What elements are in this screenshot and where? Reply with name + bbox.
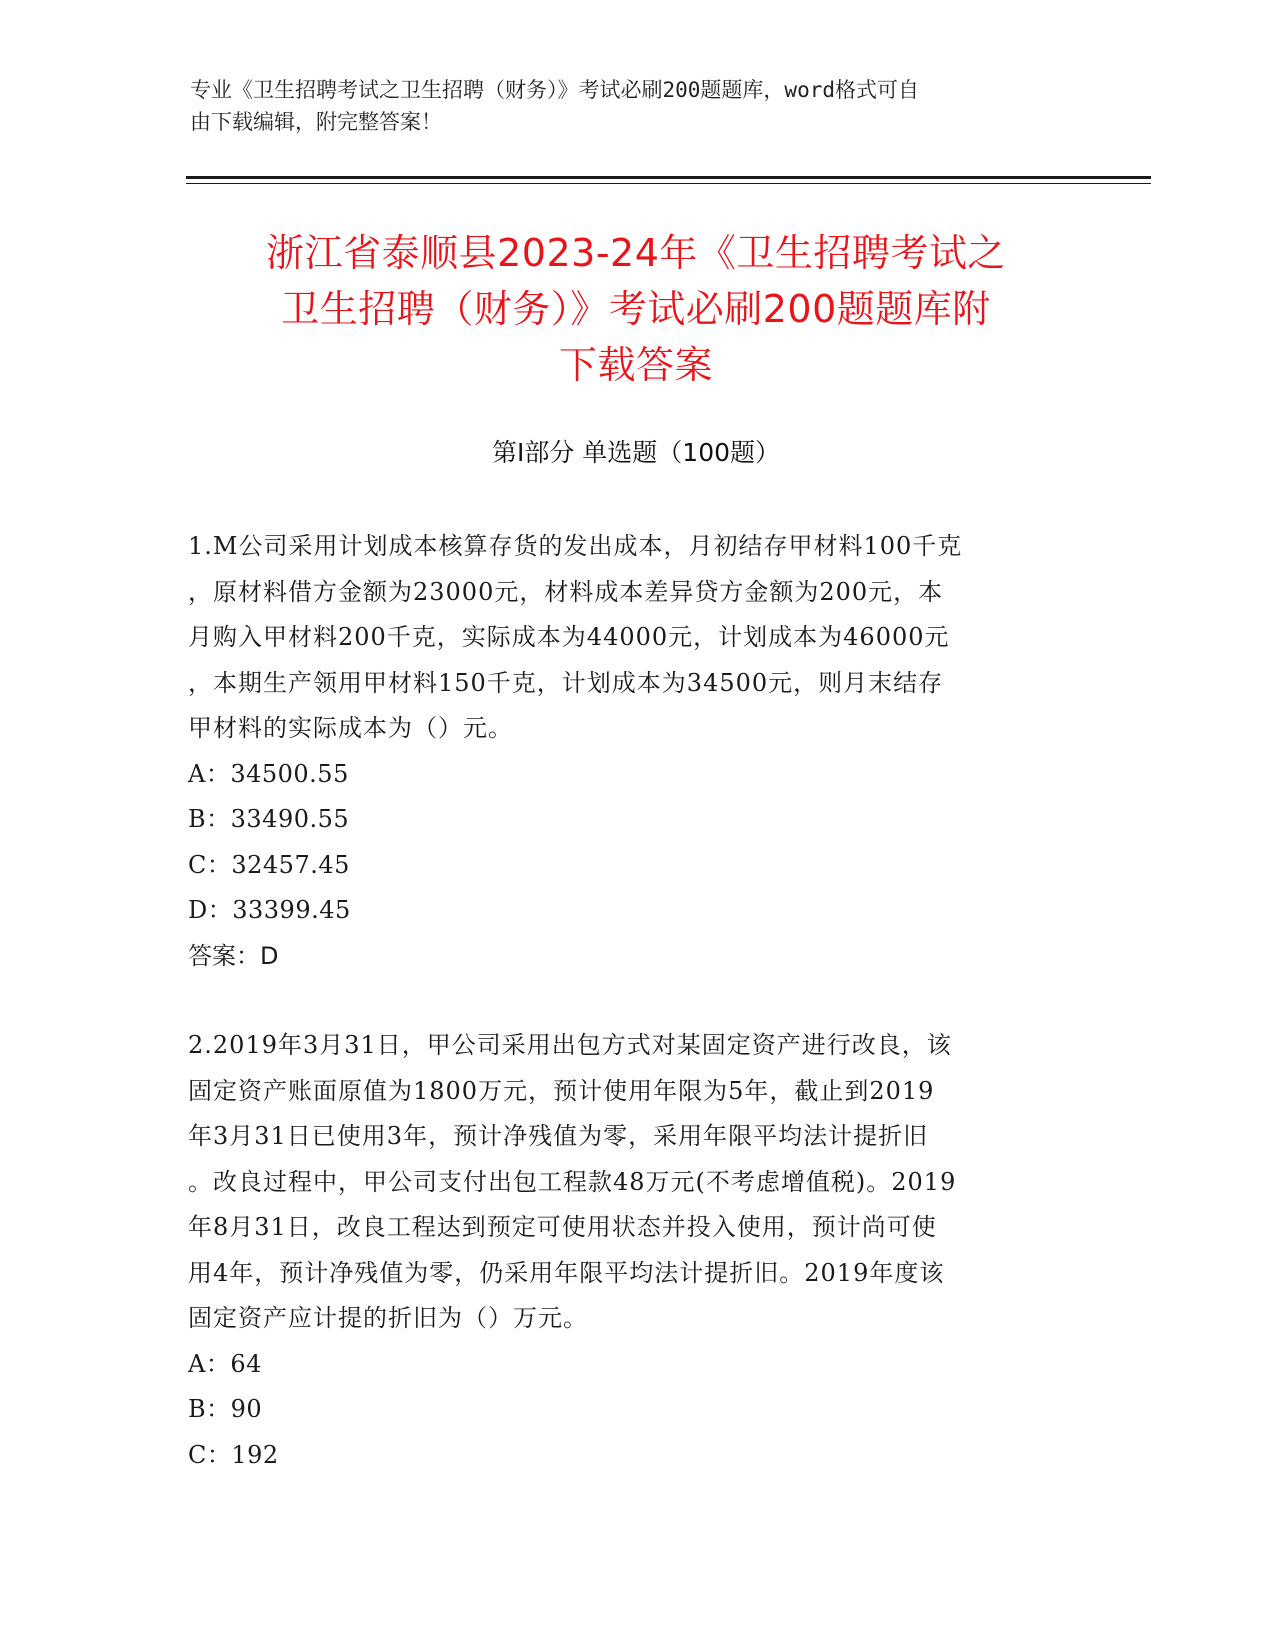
question-block-1 (188, 524, 1088, 979)
question-2-line-4: 。改良过程中，甲公司支付出包工程款48万元(不考虑增值税)。2019 (188, 1167, 957, 1196)
question-2-line-3: 年3月31日已使用3年，预计净残值为零，采用年限平均法计提折旧 (188, 1122, 929, 1150)
question-1-line-2: ，原材料借方金额为23000元，材料成本差异贷方金额为200元，本 (188, 577, 944, 606)
question-1-answer: 答案：D (188, 941, 279, 970)
question-1-option-a: A：34500.55 (188, 759, 349, 788)
question-2-option-a: A：64 (188, 1349, 262, 1378)
question-1-option-d: D：33399.45 (188, 896, 351, 924)
question-1-option-b: B：33490.55 (188, 805, 350, 833)
question-2-option-b: B：90 (188, 1395, 263, 1423)
question-2-option-c: C：192 (188, 1440, 279, 1469)
title-line-2: 卫生招聘（财务）》考试必刷200题题库附 (281, 287, 991, 331)
question-block-2 (188, 1023, 1088, 1478)
question-2-line-6: 用4年，预计净残值为零，仍采用年限平均法计提折旧。2019年度该 (188, 1258, 945, 1287)
question-2-line-2: 固定资产账面原值为1800万元，预计使用年限为5年，截止到2019 (188, 1076, 935, 1105)
header-note-line-1: 专业《卫生招聘考试之卫生招聘（财务）》考试必刷200题题库，word格式可自 (190, 78, 919, 102)
question-1-line-1: 1.M公司采用计划成本核算存货的发出成本，月初结存甲材料100千克 (188, 532, 963, 560)
header-rule-thick (186, 176, 1151, 179)
title-line-3: 下载答案 (558, 343, 713, 387)
header-note (190, 74, 1090, 138)
header-note-line-2: 由下载编辑，附完整答案！ (190, 110, 442, 134)
question-2-line-1: 2.2019年3月31日，甲公司采用出包方式对某固定资产进行改良，该 (188, 1031, 952, 1059)
question-1-line-5: 甲材料的实际成本为（）元。 (188, 714, 513, 742)
question-1-line-3: 月购入甲材料200千克，实际成本为44000元，计划成本为46000元 (188, 623, 950, 651)
question-2-line-7: 固定资产应计提的折旧为（）万元。 (188, 1304, 588, 1332)
question-1-line-4: ，本期生产领用甲材料150千克，计划成本为34500元，则月末结存 (188, 668, 944, 697)
document-title (186, 225, 1086, 393)
question-1-option-c: C：32457.45 (188, 850, 350, 879)
question-spacer (188, 979, 1088, 1023)
header-rule-thin (186, 183, 1151, 184)
section-heading: 第Ⅰ部分 单选题（100题） (491, 438, 781, 467)
questions-content (188, 524, 1088, 1478)
title-line-1: 浙江省泰顺县2023-24年《卫生招聘考试之 (266, 231, 1006, 275)
question-2-line-5: 年8月31日，改良工程达到预定可使用状态并投入使用，预计尚可使 (188, 1213, 937, 1241)
